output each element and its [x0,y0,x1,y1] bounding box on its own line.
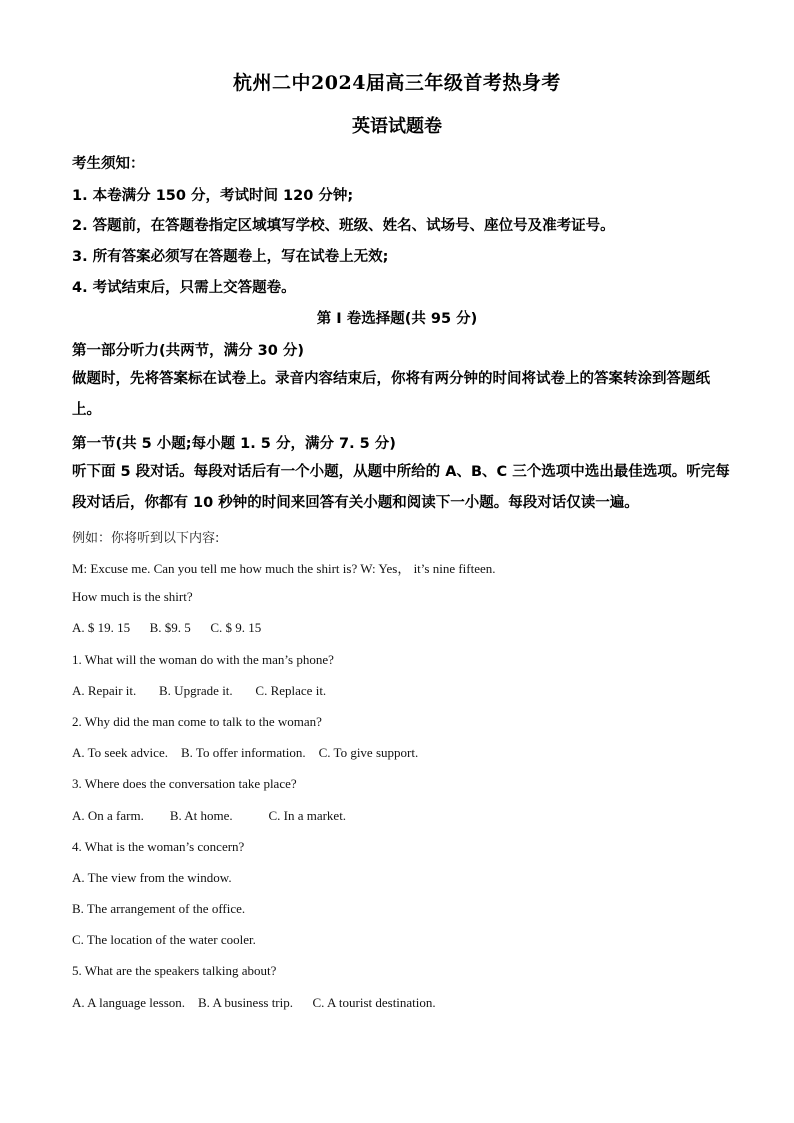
example-options [72,620,261,636]
question-2-options [72,745,418,761]
question-5: 5. What are the speakers talking about? [72,963,277,978]
notice-item: 2. 答题前，在答题卷指定区域填写学校、班级、姓名、试场号、座位号及准考证号。 [72,218,615,234]
option-a: A. $ 19. 15 [72,620,131,635]
notice-item: 4. 考试结束后，只需上交答题卷。 [72,280,296,296]
question-4-option-a: A. The view from the window. [72,870,232,885]
question-3-options [72,808,346,824]
part1-title: 第一部分听力(共两节，满分 30 分) [72,343,305,359]
question-3: 3. Where does the conversation take place? [72,776,297,791]
question-1-options [72,683,326,699]
question-4-option-c: C. The location of the water cooler. [72,932,256,947]
option-c: C. In a market. [268,808,347,823]
option-a: A. To seek advice. [72,745,168,760]
question-1: 1. What will the woman do with the man’s phone? [72,652,334,667]
option-b: B. At home. [169,808,233,823]
option-c: C. $ 9. 15 [210,620,262,635]
question-5-options [72,995,436,1011]
volume-title: 第 I 卷选择题(共 95 分) [316,311,478,327]
option-a: A. Repair it. [72,683,137,698]
option-c: C. To give support. [318,745,419,760]
option-a: A. On a farm. [72,808,144,823]
question-4-option-b: B. The arrangement of the office. [72,901,246,916]
question-4: 4. What is the woman’s concern? [72,839,245,854]
notice-item: 3. 所有答案必须写在答题卷上，写在试卷上无效; [72,249,389,265]
option-b: B. $9. 5 [149,620,191,635]
example-intro: 例如：你将听到以下内容: [72,531,220,546]
option-a: A. A language lesson. [72,995,186,1010]
notice-item: 1. 本卷满分 150 分，考试时间 120 分钟; [72,188,354,204]
option-c: C. A tourist destination. [312,995,436,1010]
option-c: C. Replace it. [255,683,327,698]
section1-title: 第一节(共 5 小题;每小题 1. 5 分，满分 7. 5 分) [72,436,396,452]
question-2: 2. Why did the man come to talk to the woman? [72,714,322,729]
section1-instruction: 听下面 5 段对话。每段对话后有一个小题，从题中所给的 A、B、C 三个选项中选出最佳选项。听完每段对话后，你都有 10 秒钟的时间来回答有关小题和阅读下一小题。每段对话仅读一遍。 [72,464,730,511]
option-b: B. A business trip. [198,995,294,1010]
option-b: B. To offer information. [180,745,306,760]
exam-subtitle: 英语试题卷 [352,116,442,137]
exam-title: 杭州二中2024届高三年级首考热身考 [233,72,561,94]
notice-heading: 考生须知： [72,156,145,172]
example-dialogue: M: Excuse me. Can you tell me how much the shirt is? W: Yes， it’s nine fifteen. [72,561,496,576]
example-question: How much is the shirt? [72,589,193,604]
part1-instruction: 做题时，先将答案标在试卷上。录音内容结束后，你将有两分钟的时间将试卷上的答案转涂到答题纸上。 [72,371,710,418]
option-b: B. Upgrade it. [159,683,233,698]
